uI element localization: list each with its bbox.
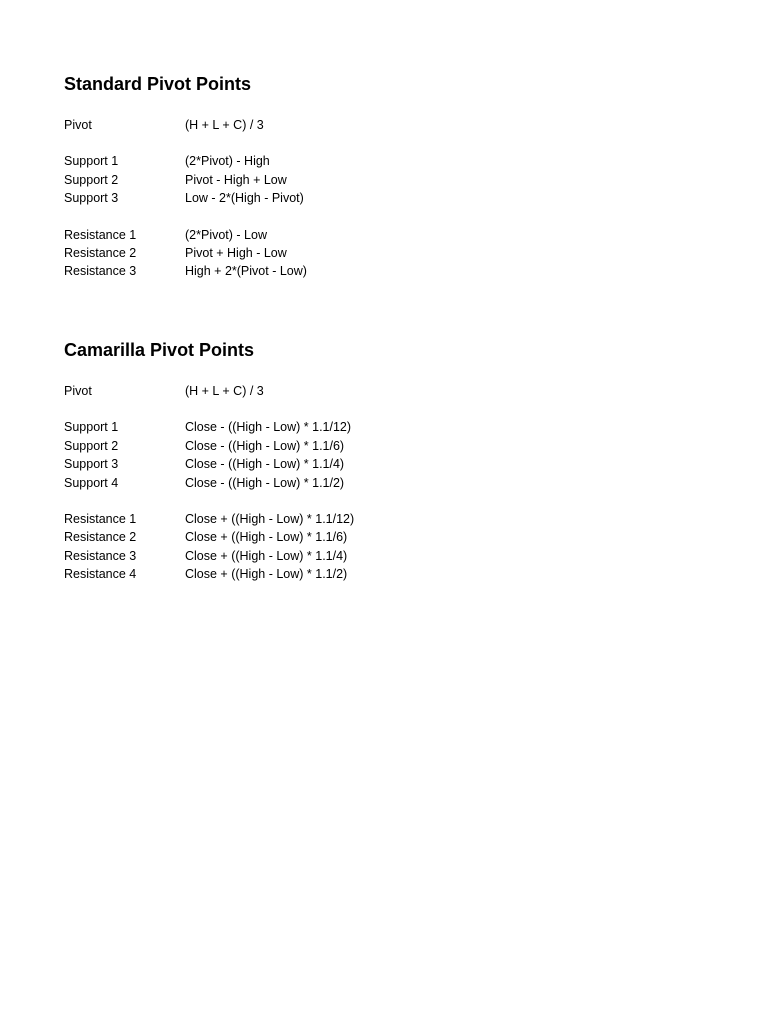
row-label: Resistance 2: [64, 530, 137, 545]
row-label: Support 3: [64, 191, 119, 206]
row-label: Resistance 1: [64, 227, 137, 242]
formula-row: [64, 528, 704, 546]
row-label: Support 1: [64, 154, 119, 169]
row-label: Resistance 2: [64, 245, 137, 260]
formula-row: [64, 455, 704, 473]
formula-row: [64, 418, 704, 436]
formula-row: [64, 474, 704, 492]
row-formula: (H + L + C) / 3: [185, 384, 264, 398]
resistance-group: [64, 226, 704, 281]
standard-pivot-section: [64, 72, 704, 281]
formula-row: [64, 226, 704, 244]
support-group: [64, 418, 704, 492]
pivot-group: [64, 382, 704, 400]
formula-row: [64, 116, 704, 134]
row-label: Support 1: [64, 420, 119, 435]
formula-row: [64, 152, 704, 170]
row-formula: Close - ((High - Low) * 1.1/2): [185, 475, 345, 490]
row-label: Support 3: [64, 457, 119, 472]
row-label: Resistance 3: [64, 264, 137, 279]
formula-row: [64, 244, 704, 262]
row-label: Support 2: [64, 172, 119, 187]
section-title: Camarilla Pivot Points: [64, 340, 255, 360]
row-formula: Close - ((High - Low) * 1.1/12): [185, 420, 352, 435]
row-label: Pivot: [64, 384, 92, 398]
formula-row: [64, 382, 704, 400]
row-label: Resistance 1: [64, 511, 137, 526]
row-formula: (H + L + C) / 3: [185, 118, 264, 132]
row-label: Resistance 3: [64, 548, 137, 563]
row-formula: Low - 2*(High - Pivot): [185, 191, 304, 206]
row-formula: Close + ((High - Low) * 1.1/2): [185, 567, 348, 582]
row-formula: Pivot + High - Low: [185, 245, 287, 260]
row-formula: Close - ((High - Low) * 1.1/4): [185, 457, 345, 472]
row-formula: High + 2*(Pivot - Low): [185, 264, 307, 279]
row-label: Pivot: [64, 118, 92, 132]
row-formula: Pivot - High + Low: [185, 172, 287, 187]
row-formula: (2*Pivot) - High: [185, 154, 270, 169]
formula-row: [64, 547, 704, 565]
pivot-group: [64, 116, 704, 134]
row-label: Support 2: [64, 438, 119, 453]
section-title: Standard Pivot Points: [64, 74, 252, 94]
formula-row: [64, 565, 704, 583]
support-group: [64, 152, 704, 207]
formula-row: [64, 171, 704, 189]
row-formula: Close + ((High - Low) * 1.1/4): [185, 548, 348, 563]
row-label: Resistance 4: [64, 567, 137, 582]
camarilla-pivot-section: [64, 338, 704, 584]
formula-row: [64, 510, 704, 528]
row-formula: Close + ((High - Low) * 1.1/6): [185, 530, 348, 545]
formula-row: [64, 437, 704, 455]
formula-row: [64, 262, 704, 280]
row-formula: Close + ((High - Low) * 1.1/12): [185, 511, 355, 526]
formula-row: [64, 189, 704, 207]
resistance-group: [64, 510, 704, 584]
row-formula: Close - ((High - Low) * 1.1/6): [185, 438, 345, 453]
row-formula: (2*Pivot) - Low: [185, 227, 267, 242]
row-label: Support 4: [64, 475, 119, 490]
